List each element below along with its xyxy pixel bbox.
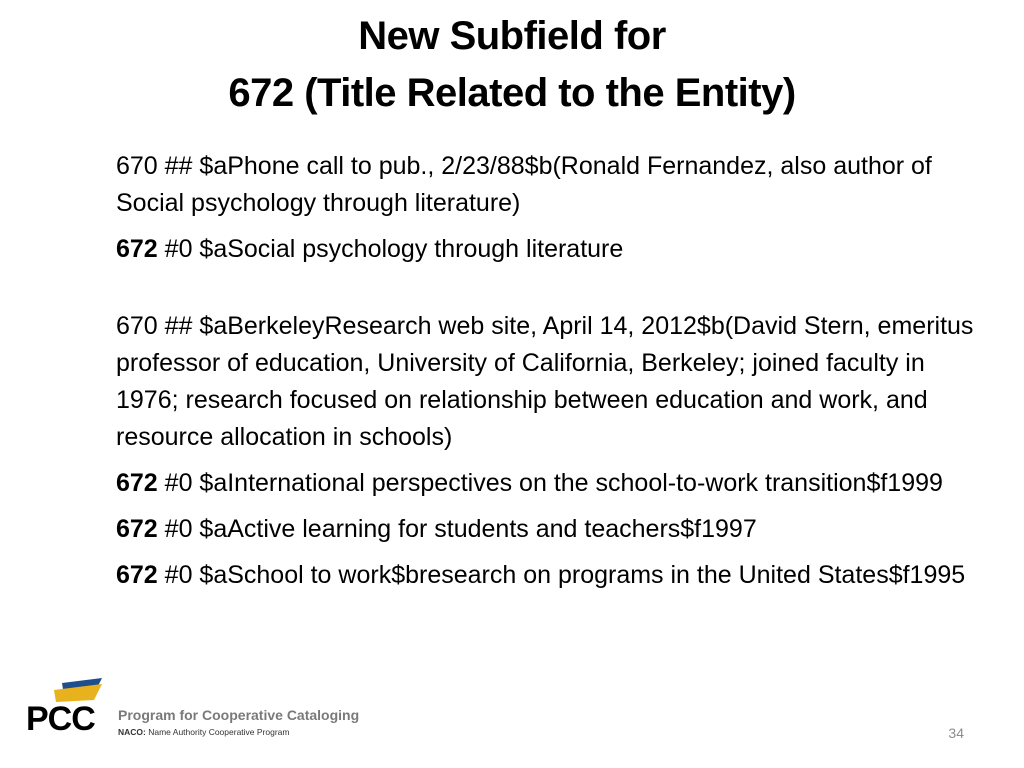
record-line-672-social — [116, 231, 976, 268]
record-line-672-school — [116, 557, 976, 594]
naco-text: Name Authority Cooperative Program — [145, 727, 290, 737]
field-text: 670 ## $aPhone call to pub., 2/23/88$b(Ronald Fernandez, also author of Social psychology through literature) — [116, 152, 932, 217]
page-number: 34 — [948, 725, 964, 741]
field-text: 670 ## $aBerkeleyResearch web site, April 14, 2012$b(David Stern, emeritus professor of education, University of California, Berkeley; joined faculty in 1976; research focused on relationship between education and work, and resource allocation in schools) — [116, 312, 974, 451]
program-name: Program for Cooperative Cataloging — [118, 707, 360, 723]
naco-label: NACO: — [118, 727, 146, 737]
field-text: #0 $aSchool to work$bresearch on programs in the United States$f1995 — [157, 561, 966, 589]
field-text: #0 $aActive learning for students and teachers$f1997 — [157, 515, 757, 543]
slide-title-line1: New Subfield for — [358, 14, 666, 58]
record-line-672-international — [116, 465, 976, 502]
field-tag: 672 — [116, 561, 158, 589]
slide-body — [116, 148, 976, 603]
pcc-logo — [24, 674, 404, 744]
record-line-670-phone — [116, 148, 976, 222]
field-text: #0 $aSocial psychology through literature — [157, 235, 624, 263]
slide-title — [80, 8, 944, 122]
record-line-672-active — [116, 511, 976, 548]
field-tag: 672 — [116, 515, 158, 543]
slide-title-line2: 672 (Title Related to the Entity) — [228, 71, 796, 115]
field-tag: 672 — [116, 469, 158, 497]
naco-subtitle — [118, 727, 289, 737]
field-text: #0 $aInternational perspectives on the school-to-work transition$f1999 — [157, 469, 943, 497]
record-line-670-berkeley — [116, 308, 976, 456]
field-tag: 672 — [116, 235, 158, 263]
pcc-logo-text: PCC — [26, 700, 95, 738]
